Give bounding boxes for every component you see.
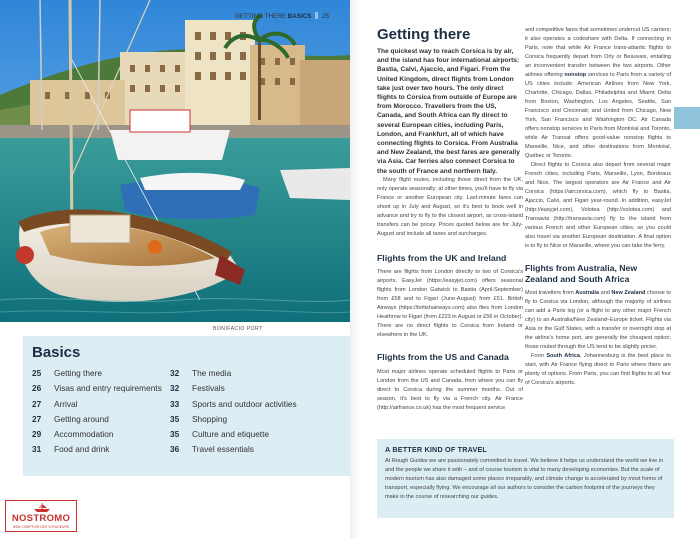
text-column-1 — [377, 26, 523, 413]
photo-caption: BONIFACIO PORT — [213, 326, 263, 332]
toc-page-number: 25 — [32, 368, 42, 378]
toc-item[interactable] — [170, 397, 340, 412]
heading-us-canada: Flights from the US and Canada — [377, 352, 509, 363]
toc-label: Sports and outdoor activities — [192, 398, 297, 409]
toc-page-number: 35 — [170, 413, 180, 424]
toc-item[interactable] — [170, 427, 340, 442]
text-column-2 — [525, 26, 671, 388]
toc-page-number: 27 — [32, 413, 42, 424]
toc-item[interactable] — [32, 442, 170, 457]
toc-page-number: 26 — [32, 383, 42, 394]
nostromo-logo — [5, 500, 77, 532]
text-run: and — [599, 290, 612, 296]
running-head-bar — [315, 12, 318, 19]
toc-page-number: 32 — [170, 368, 180, 378]
text-run: From — [531, 353, 547, 359]
bold-new-zealand: New Zealand — [611, 290, 646, 296]
toc-label: Festivals — [192, 383, 225, 394]
better-travel-box — [377, 439, 674, 518]
basics-title: Basics — [32, 344, 81, 361]
toc-item[interactable] — [32, 381, 170, 396]
paragraph-us-continued — [525, 26, 671, 161]
running-head — [235, 12, 329, 20]
heading-uk-ireland: Flights from the UK and Ireland — [377, 252, 507, 263]
text-run: Most travellers from — [525, 290, 576, 296]
bold-south-africa: South Africa — [546, 353, 580, 359]
page-number: 25 — [322, 13, 330, 20]
lead-paragraph: The quickest way to reach Corsica is by air, and the island has four international airports: Bastia, Calvi, Ajaccio, and Figari. From the United Kingdom, direct flights from London take just over two hours. The only direct flights to Corsica from outside of Europe are from Morocco. Travellers from the US, Canada, and South Africa can fly direct to several European cities, including Paris, London, and Frankfurt, all of which have connecting flights to Corsica. From Australia and New Zealand, the best fares are generally via Asia. Car ferries also connect Corsica to the south of France and northern Italy. — [377, 48, 520, 175]
toc-column-left — [32, 366, 170, 458]
toc-item[interactable] — [170, 412, 340, 427]
bold-australia: Australia — [575, 290, 600, 296]
toc-label: Visas and entry requirements — [54, 383, 162, 394]
toc-column-right — [170, 366, 340, 458]
text-run: and competitive fares that sometimes undercut US carriers; it also operates a codeshare with Delta. If connecting in Paris, note that while Air France trans-atlantic flights to Corsica frequently depart from Orly or Beauvais, entailing an inconvenient transfer between the two airports. Other airlines offering — [525, 27, 671, 78]
basics-contents-columns — [32, 366, 341, 458]
paragraph-uk-ireland: There are flights from London directly to two of Corsica's airports. EasyJet (https://easyjet.com) offers seasonal flights from London Gatwick to Bastia (April-September) from £58 and to Figari (June-August) from £51. British Airways (https://britishairways.com) also flies from London Heathrow to Figari (from £223 in August or £56 in October). There are no direct flights to Corsica from Ireland or elsewhere in the UK. — [377, 269, 523, 339]
toc-item[interactable] — [32, 412, 170, 427]
toc-page-number: 35 — [170, 429, 180, 440]
toc-page-number: 33 — [170, 398, 180, 409]
spine-shadow — [350, 0, 360, 538]
toc-page-number: 31 — [32, 444, 42, 455]
paragraph-direct-flights: Direct flights to Corsica also depart from several major French cities, including Paris, Marseille, Lyon, Bordeaux and Nice. The largest operators are Air France and Air Corsica (https://aircorsica.com), which fly to Bastia, Ajaccio, Calvi, and Figari year-round. In addition, easyJet (http://easyjet.com), Volotea (http://volotea.com) and Transavia (http://transavia.com) fly to the island from various French and other European cities, so you could also travel via another European destination. A final option is to fly to Nice or Marseille, where you can take the ferry. — [525, 162, 671, 249]
text-run: choose to fly to Corsica via London, although the majority of airlines can add a Paris leg (or a flight to any other major French city) to an Australia/New Zealand–Europe ticket. Flights via Asia or the Gulf States, with a transfer or overnight stop at the airline's home port, are generally the cheapest option; those routed through the US tend to be slightly pricier. — [525, 290, 671, 350]
toc-page-number: 29 — [32, 429, 42, 440]
toc-item[interactable] — [32, 397, 170, 412]
page-title: Getting there — [377, 26, 471, 43]
text-run: , Johannesburg is the best place to start, with Air France flying direct to Paris where there are plenty of options. From Paris, you can find flights to all four of Corsica's airports. — [525, 353, 671, 386]
toc-item[interactable] — [170, 442, 340, 457]
toc-label: Getting there — [54, 368, 102, 378]
ship-icon — [33, 503, 51, 512]
heading-australia-nz-sa: Flights from Australia, New Zealand and South Africa — [525, 263, 638, 284]
paragraph-many-routes: Many flight routes, including those direct from the UK, only operate seasonally; at other times, you'll have to fly via France or another European city. Last-minute fares can shoot up in July and August, so it's best to book well in advance and try to fly to the closest airport, as cross-island transfers can be pricey. Prices quoted below are for July-August and include all taxes and surcharges. — [377, 176, 523, 237]
toc-page-number: 36 — [170, 444, 180, 455]
toc-label: Travel essentials — [192, 444, 254, 455]
logo-subtitle: WEB COMPTOIR DES VOYAGEURS — [12, 524, 70, 529]
basics-contents-box — [23, 336, 350, 476]
harbour-photo — [0, 0, 350, 322]
toc-label: Shopping — [192, 413, 228, 424]
toc-label: Accommodation — [54, 429, 114, 440]
toc-label: Food and drink — [54, 444, 110, 455]
toc-label: Culture and etiquette — [192, 429, 270, 440]
paragraph-south-africa — [525, 352, 671, 388]
toc-label: Getting around — [54, 413, 109, 424]
running-head-section: GETTING THERE — [235, 13, 286, 20]
toc-label: Arrival — [54, 398, 78, 409]
logo-word: NOSTROMO — [11, 512, 71, 524]
box-title: A BETTER KIND OF TRAVEL — [385, 445, 488, 454]
bold-nonstop: nonstop — [564, 72, 587, 78]
paragraph-australia-nz — [525, 289, 671, 352]
text-run: services to Paris from a variety of US cities include: American Airlines from New York, Charlotte, Chicago, Dallas, Philadelphia and Miami; Delta from Boston, Washington, Los Angeles, Seattle, San Francisco and Cincinnati; and United from Chicago, New York, San Francisco and Washington DC. Air Canada offers nonstop services to Paris from Montréal and Toronto, while Air Transat offers good-value nonstop flights to Marseille, Nice, and other destinations from Montréal, Québec or Toronto. — [525, 72, 671, 159]
toc-item[interactable] — [32, 427, 170, 442]
box-text: At Rough Guides we are passionately committed to travel. We believe it helps us understand the world we live in and the people we share it with – and of course tourism is vital to many developing economies. But the scale of modern tourism has also damaged some places irreparably, and climate change is accelerated by most forms of transport, especially flying. We encourage all our authors to consider the carbon footprint of the journeys they make in the course of researching our guides. — [385, 458, 664, 500]
running-head-part: BASICS — [287, 13, 312, 20]
toc-label: The media — [192, 368, 232, 378]
toc-item[interactable] — [170, 366, 340, 381]
section-side-tab — [674, 107, 700, 129]
toc-item[interactable] — [170, 381, 340, 396]
toc-item[interactable] — [32, 366, 170, 381]
toc-page-number: 32 — [170, 383, 180, 394]
toc-page-number: 27 — [32, 398, 42, 409]
paragraph-us-canada: Most major airlines operate scheduled flights to Paris or London from the US and Canada, from where you can fly direct to Corsica during the summer months. Out of season, it's best to fly via a French city. Air France (http://airfrance.co.uk) has the most frequent service — [377, 368, 523, 411]
